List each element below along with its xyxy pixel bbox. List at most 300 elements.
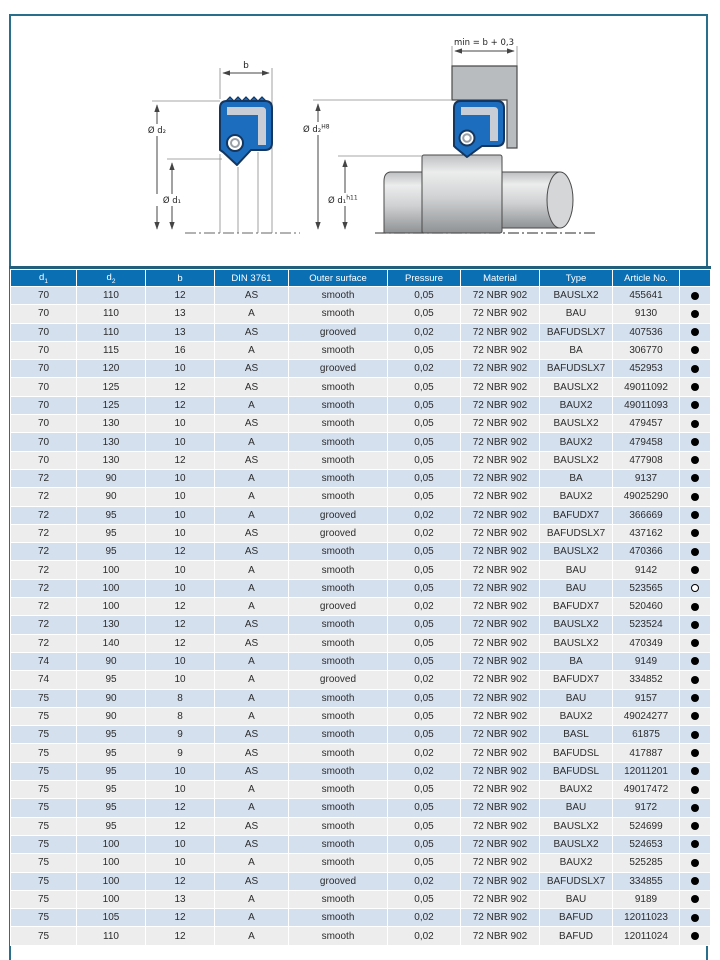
table-cell: 10	[146, 835, 215, 853]
table-cell: 0,05	[388, 835, 461, 853]
table-cell: BAUX2	[540, 854, 613, 872]
table-cell: 72 NBR 902	[461, 341, 540, 359]
table-cell: AS	[215, 360, 289, 378]
availability-cell	[680, 561, 711, 579]
technical-drawing	[10, 15, 710, 265]
availability-cell	[680, 671, 711, 689]
availability-dot	[691, 767, 699, 775]
availability-cell	[680, 744, 711, 762]
table-cell: grooved	[289, 872, 388, 890]
table-cell: BAUX2	[540, 781, 613, 799]
table-cell: A	[215, 488, 289, 506]
table-cell: 13	[146, 323, 215, 341]
availability-cell	[680, 854, 711, 872]
availability-dot	[691, 786, 699, 794]
table-cell: smooth	[289, 817, 388, 835]
table-cell: 100	[77, 854, 146, 872]
table-cell: 9157	[613, 689, 680, 707]
table-cell: AS	[215, 323, 289, 341]
table-cell: 72 NBR 902	[461, 616, 540, 634]
table-cell: 9189	[613, 890, 680, 908]
table-cell: AS	[215, 817, 289, 835]
table-cell: 72 NBR 902	[461, 488, 540, 506]
availability-dot	[691, 383, 699, 391]
table-cell: 70	[11, 287, 77, 305]
availability-dot	[691, 804, 699, 812]
table-cell: A	[215, 707, 289, 725]
table-cell: 74	[11, 671, 77, 689]
table-cell: 49025290	[613, 488, 680, 506]
table-cell: 525285	[613, 854, 680, 872]
table-cell: 95	[77, 781, 146, 799]
table-cell: AS	[215, 524, 289, 542]
table-cell: 72 NBR 902	[461, 305, 540, 323]
table-cell: 0,05	[388, 287, 461, 305]
table-row	[11, 561, 711, 579]
table-cell: 0,05	[388, 579, 461, 597]
table-cell: AS	[215, 451, 289, 469]
table-cell: 9149	[613, 652, 680, 670]
availability-dot	[691, 548, 699, 556]
table-cell: 0,02	[388, 872, 461, 890]
table-cell: 130	[77, 433, 146, 451]
table-row	[11, 781, 711, 799]
availability-dot	[691, 840, 699, 848]
table-row	[11, 890, 711, 908]
table-body	[11, 287, 711, 946]
table-cell: 10	[146, 433, 215, 451]
availability-cell	[680, 433, 711, 451]
table-cell: 74	[11, 652, 77, 670]
table-cell: smooth	[289, 634, 388, 652]
table-cell: 110	[77, 305, 146, 323]
table-cell: 12	[146, 909, 215, 927]
table-cell: 10	[146, 652, 215, 670]
availability-dot	[691, 365, 699, 373]
table-cell: 9137	[613, 469, 680, 487]
table-cell: A	[215, 781, 289, 799]
table-cell: 72 NBR 902	[461, 287, 540, 305]
table-cell: 524653	[613, 835, 680, 853]
availability-cell	[680, 689, 711, 707]
table-row	[11, 323, 711, 341]
availability-cell	[680, 506, 711, 524]
table-cell: 0,02	[388, 927, 461, 945]
table-cell: 72 NBR 902	[461, 415, 540, 433]
table-cell: 12	[146, 287, 215, 305]
table-cell: BAFUDX7	[540, 598, 613, 616]
table-cell: BAUSLX2	[540, 543, 613, 561]
table-cell: AS	[215, 415, 289, 433]
table-cell: 120	[77, 360, 146, 378]
availability-dot	[691, 694, 699, 702]
table-cell: grooved	[289, 323, 388, 341]
table-cell: A	[215, 506, 289, 524]
table-cell: BAFUDSL	[540, 744, 613, 762]
table-cell: 72 NBR 902	[461, 799, 540, 817]
table-cell: 75	[11, 726, 77, 744]
table-cell: 0,02	[388, 671, 461, 689]
table-cell: 61875	[613, 726, 680, 744]
table-cell: 72 NBR 902	[461, 451, 540, 469]
availability-cell	[680, 598, 711, 616]
table-cell: 0,05	[388, 543, 461, 561]
table-cell: smooth	[289, 799, 388, 817]
table-cell: 10	[146, 469, 215, 487]
table-cell: 10	[146, 561, 215, 579]
availability-cell	[680, 524, 711, 542]
table-cell: 75	[11, 744, 77, 762]
table-cell: 72	[11, 506, 77, 524]
seal-cross-section	[141, 61, 300, 233]
table-cell: smooth	[289, 744, 388, 762]
table-cell: 12	[146, 817, 215, 835]
table-cell: 75	[11, 762, 77, 780]
table-cell: A	[215, 799, 289, 817]
table-cell: 334855	[613, 872, 680, 890]
table-cell: 72	[11, 561, 77, 579]
table-cell: 100	[77, 561, 146, 579]
availability-dot	[691, 310, 699, 318]
table-cell: 12	[146, 634, 215, 652]
dim-label-b: b	[243, 61, 249, 71]
table-cell: smooth	[289, 890, 388, 908]
table-row	[11, 854, 711, 872]
table-cell: 72 NBR 902	[461, 817, 540, 835]
table-cell: 95	[77, 726, 146, 744]
availability-dot	[691, 511, 699, 519]
table-row	[11, 744, 711, 762]
table-cell: 0,05	[388, 616, 461, 634]
column-header-type: Type	[540, 270, 613, 287]
availability-dot	[691, 877, 699, 885]
table-cell: AS	[215, 872, 289, 890]
table-cell: 70	[11, 433, 77, 451]
availability-dot	[691, 420, 699, 428]
table-cell: 12	[146, 396, 215, 414]
availability-dot	[691, 566, 699, 574]
table-row	[11, 433, 711, 451]
table-cell: 334852	[613, 671, 680, 689]
availability-cell	[680, 890, 711, 908]
table-row	[11, 415, 711, 433]
availability-cell	[680, 488, 711, 506]
table-cell: AS	[215, 726, 289, 744]
table-cell: BAFUDSLX7	[540, 360, 613, 378]
table-cell: 49024277	[613, 707, 680, 725]
table-cell: 72	[11, 488, 77, 506]
availability-cell	[680, 909, 711, 927]
table-cell: BAUSLX2	[540, 835, 613, 853]
table-row	[11, 543, 711, 561]
table-cell: 95	[77, 524, 146, 542]
table-cell: 0,05	[388, 341, 461, 359]
availability-dot	[691, 676, 699, 684]
table-cell: 520460	[613, 598, 680, 616]
table-cell: 12	[146, 378, 215, 396]
table-cell: 477908	[613, 451, 680, 469]
table-cell: 72 NBR 902	[461, 762, 540, 780]
table-cell: smooth	[289, 835, 388, 853]
seal-drawing-svg	[10, 15, 710, 265]
table-cell: 72 NBR 902	[461, 469, 540, 487]
availability-cell	[680, 616, 711, 634]
table-cell: 0,02	[388, 744, 461, 762]
availability-cell	[680, 634, 711, 652]
table-cell: A	[215, 598, 289, 616]
table-cell: smooth	[289, 652, 388, 670]
table-cell: 10	[146, 671, 215, 689]
table-cell: 49017472	[613, 781, 680, 799]
table-cell: BAFUDX7	[540, 506, 613, 524]
availability-cell	[680, 652, 711, 670]
table-cell: A	[215, 671, 289, 689]
column-header-availability	[680, 270, 711, 287]
table-cell: 95	[77, 799, 146, 817]
table-cell: 75	[11, 909, 77, 927]
table-cell: 10	[146, 762, 215, 780]
table-cell: 0,05	[388, 689, 461, 707]
table-cell: 75	[11, 927, 77, 945]
table-cell: 72 NBR 902	[461, 872, 540, 890]
table-cell: 470349	[613, 634, 680, 652]
table-cell: 0,02	[388, 598, 461, 616]
table-cell: 90	[77, 707, 146, 725]
table-cell: 10	[146, 579, 215, 597]
column-header-din-3761: DIN 3761	[215, 270, 289, 287]
table-cell: BAFUDSL	[540, 762, 613, 780]
table-cell: 470366	[613, 543, 680, 561]
table-cell: smooth	[289, 707, 388, 725]
table-row	[11, 469, 711, 487]
table-cell: 10	[146, 415, 215, 433]
table-cell: 72 NBR 902	[461, 543, 540, 561]
table-cell: smooth	[289, 469, 388, 487]
table-cell: 72 NBR 902	[461, 890, 540, 908]
table-cell: 72 NBR 902	[461, 835, 540, 853]
table-cell: 75	[11, 835, 77, 853]
table-cell: 0,02	[388, 909, 461, 927]
table-row	[11, 378, 711, 396]
table-cell: 12	[146, 799, 215, 817]
table-row	[11, 488, 711, 506]
table-cell: 10	[146, 524, 215, 542]
table-cell: 479458	[613, 433, 680, 451]
column-header-article-no-: Article No.	[613, 270, 680, 287]
table-cell: 0,05	[388, 378, 461, 396]
table-cell: 110	[77, 323, 146, 341]
availability-dot	[691, 895, 699, 903]
table-row	[11, 927, 711, 945]
table-row	[11, 524, 711, 542]
table-cell: 0,02	[388, 506, 461, 524]
table-row	[11, 634, 711, 652]
availability-cell	[680, 781, 711, 799]
table-cell: 0,05	[388, 781, 461, 799]
availability-dot	[691, 657, 699, 665]
table-cell: 9142	[613, 561, 680, 579]
seal-mounted-section	[300, 38, 595, 233]
table-cell: 72 NBR 902	[461, 909, 540, 927]
table-cell: 0,05	[388, 561, 461, 579]
table-row	[11, 506, 711, 524]
table-cell: 0,05	[388, 433, 461, 451]
table-cell: AS	[215, 287, 289, 305]
availability-dot	[691, 328, 699, 336]
table-cell: 72 NBR 902	[461, 781, 540, 799]
table-cell: 75	[11, 707, 77, 725]
table-cell: grooved	[289, 506, 388, 524]
table-row	[11, 616, 711, 634]
table-cell: 0,05	[388, 488, 461, 506]
table-cell: A	[215, 854, 289, 872]
table-cell: 12	[146, 927, 215, 945]
availability-cell	[680, 817, 711, 835]
availability-cell	[680, 287, 711, 305]
table-cell: 72	[11, 543, 77, 561]
column-header-pressure: Pressure	[388, 270, 461, 287]
table-cell: A	[215, 341, 289, 359]
table-row	[11, 671, 711, 689]
table-cell: 523524	[613, 616, 680, 634]
table-cell: 9	[146, 744, 215, 762]
table-cell: BAU	[540, 890, 613, 908]
table-cell: 0,05	[388, 854, 461, 872]
table-cell: 70	[11, 323, 77, 341]
table-cell: smooth	[289, 305, 388, 323]
table-cell: 72 NBR 902	[461, 689, 540, 707]
table-cell: 75	[11, 854, 77, 872]
table-cell: smooth	[289, 854, 388, 872]
table-cell: 9172	[613, 799, 680, 817]
table-row	[11, 909, 711, 927]
table-row	[11, 872, 711, 890]
table-cell: 90	[77, 469, 146, 487]
availability-cell	[680, 799, 711, 817]
availability-cell	[680, 762, 711, 780]
table-cell: 10	[146, 854, 215, 872]
table-cell: BAU	[540, 305, 613, 323]
table-cell: 72 NBR 902	[461, 744, 540, 762]
table-cell: 72 NBR 902	[461, 323, 540, 341]
table-cell: 100	[77, 598, 146, 616]
table-cell: 100	[77, 579, 146, 597]
availability-cell	[680, 469, 711, 487]
table-cell: 72 NBR 902	[461, 927, 540, 945]
table-row	[11, 287, 711, 305]
table-cell: 70	[11, 341, 77, 359]
table-cell: 140	[77, 634, 146, 652]
table-cell: 12011024	[613, 927, 680, 945]
availability-dot	[691, 822, 699, 830]
table-cell: 72	[11, 616, 77, 634]
availability-dot	[691, 749, 699, 757]
table-cell: 0,05	[388, 707, 461, 725]
table-cell: BAFUDX7	[540, 671, 613, 689]
table-cell: BAUX2	[540, 488, 613, 506]
table-cell: 75	[11, 799, 77, 817]
table-cell: 75	[11, 817, 77, 835]
table-cell: 72 NBR 902	[461, 561, 540, 579]
availability-dot	[691, 621, 699, 629]
table-cell: AS	[215, 744, 289, 762]
table-cell: 75	[11, 872, 77, 890]
availability-dot	[691, 438, 699, 446]
table-cell: 0,05	[388, 652, 461, 670]
availability-dot	[691, 731, 699, 739]
table-cell: smooth	[289, 927, 388, 945]
table-row	[11, 451, 711, 469]
availability-dot	[691, 456, 699, 464]
table-cell: BAUSLX2	[540, 616, 613, 634]
table-cell: BAUX2	[540, 433, 613, 451]
availability-cell	[680, 360, 711, 378]
shaft-seal-seat	[422, 155, 502, 233]
table-cell: 90	[77, 488, 146, 506]
table-cell: smooth	[289, 287, 388, 305]
table-cell: 13	[146, 890, 215, 908]
table-row	[11, 341, 711, 359]
table-cell: smooth	[289, 909, 388, 927]
table-cell: 110	[77, 927, 146, 945]
table-cell: 0,05	[388, 469, 461, 487]
table-row	[11, 360, 711, 378]
table-cell: A	[215, 652, 289, 670]
table-cell: BAU	[540, 561, 613, 579]
table-cell: 12	[146, 543, 215, 561]
table-cell: AS	[215, 543, 289, 561]
availability-cell	[680, 726, 711, 744]
table-cell: A	[215, 433, 289, 451]
table-cell: 8	[146, 707, 215, 725]
table-cell: BA	[540, 469, 613, 487]
table-cell: 70	[11, 360, 77, 378]
table-cell: AS	[215, 616, 289, 634]
table-cell: BAFUDSLX7	[540, 524, 613, 542]
table-cell: 72 NBR 902	[461, 671, 540, 689]
table-cell: 72 NBR 902	[461, 652, 540, 670]
table-cell: AS	[215, 378, 289, 396]
table-cell: A	[215, 890, 289, 908]
table-cell: A	[215, 579, 289, 597]
table-cell: 95	[77, 506, 146, 524]
table-cell: A	[215, 689, 289, 707]
table-cell: BAFUD	[540, 909, 613, 927]
table-cell: BA	[540, 341, 613, 359]
table-cell: 72 NBR 902	[461, 854, 540, 872]
table-cell: 72 NBR 902	[461, 634, 540, 652]
availability-dot	[691, 401, 699, 409]
table-cell: 72	[11, 524, 77, 542]
availability-cell	[680, 707, 711, 725]
table-cell: AS	[215, 762, 289, 780]
table-cell: 72 NBR 902	[461, 524, 540, 542]
table-cell: 125	[77, 378, 146, 396]
table-row	[11, 799, 711, 817]
table-row	[11, 835, 711, 853]
shaft-end-face	[547, 172, 573, 228]
table-cell: 70	[11, 378, 77, 396]
table-cell: 12011023	[613, 909, 680, 927]
table-row	[11, 305, 711, 323]
availability-cell	[680, 451, 711, 469]
availability-cell	[680, 543, 711, 561]
table-row	[11, 396, 711, 414]
table-cell: 0,05	[388, 305, 461, 323]
table-cell: 9130	[613, 305, 680, 323]
table-cell: 8	[146, 689, 215, 707]
table-cell: 95	[77, 817, 146, 835]
